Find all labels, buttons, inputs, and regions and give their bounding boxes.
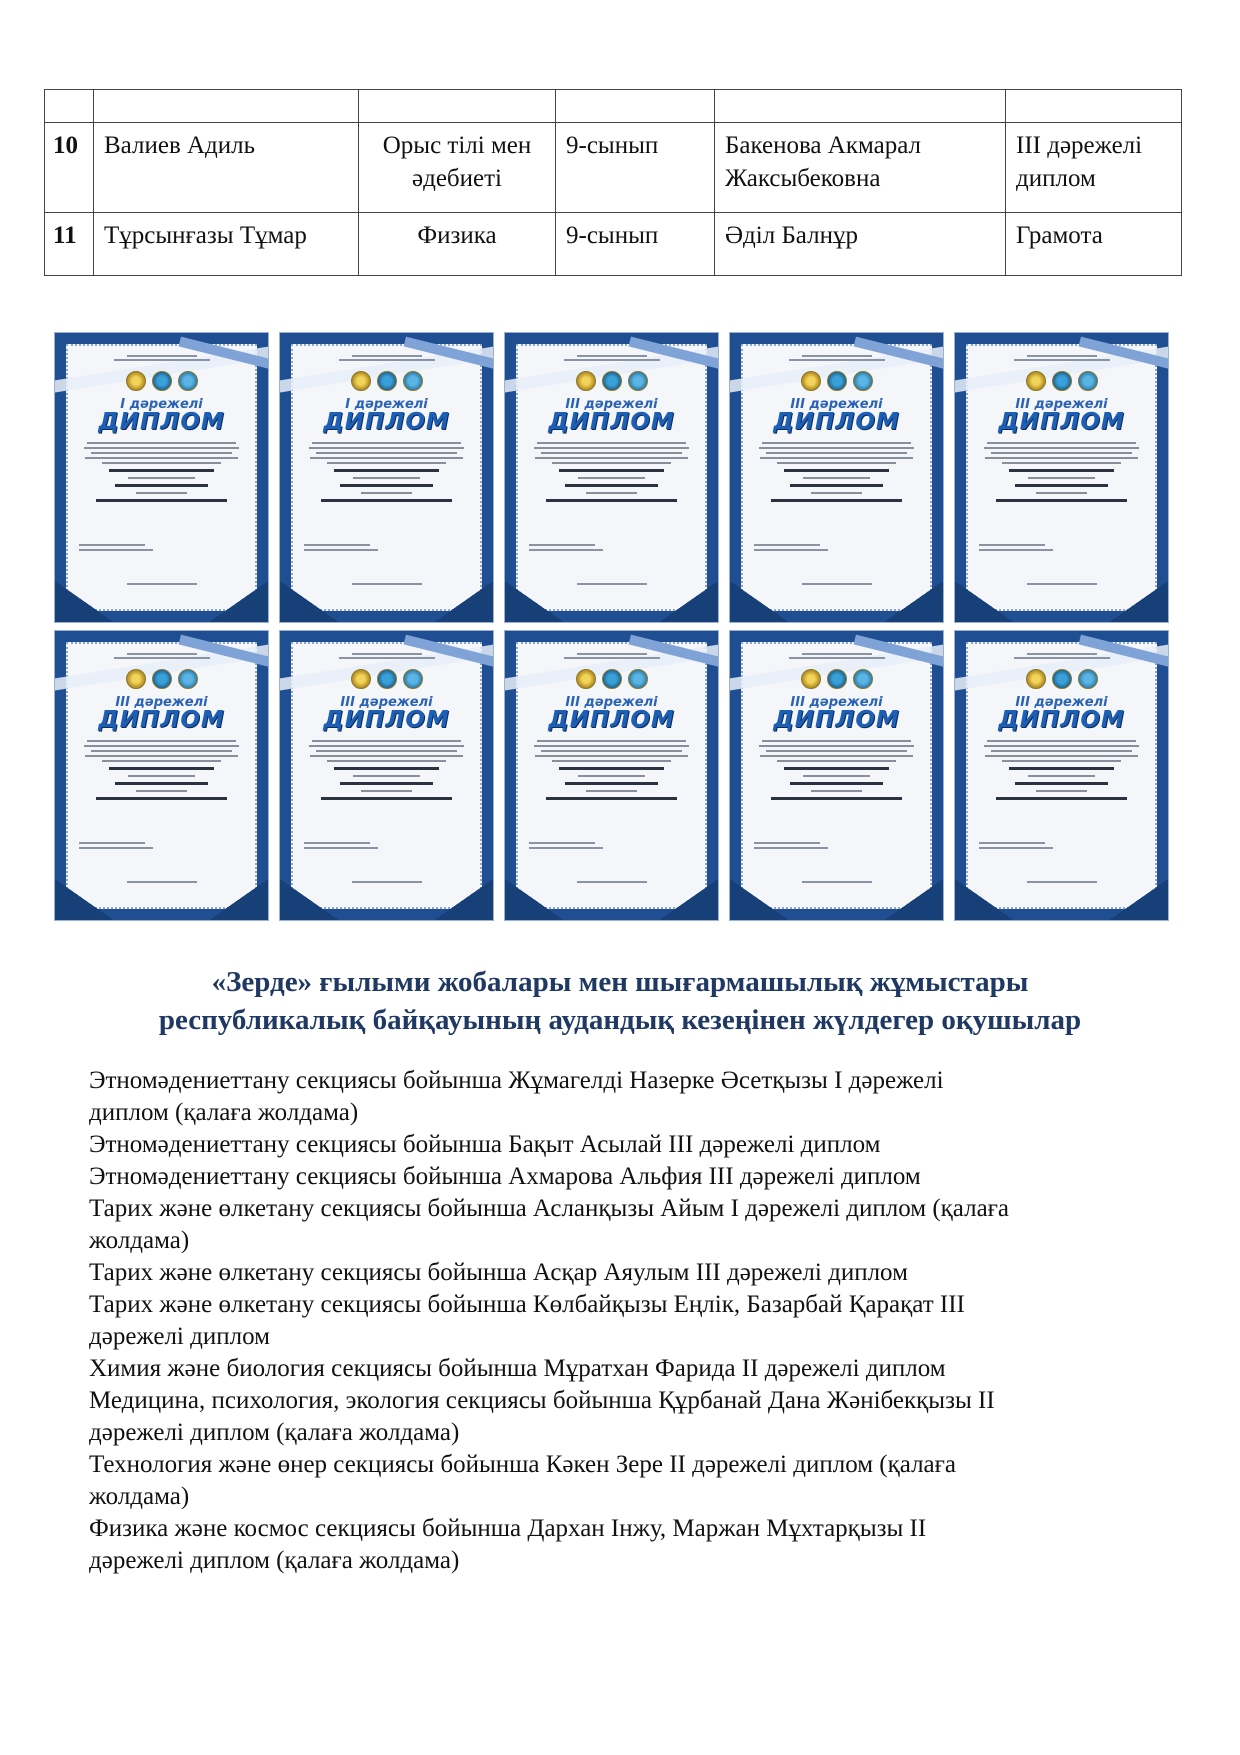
emblems [55,669,268,691]
school-emblem-icon [126,669,146,689]
diploma-degree: I дәрежелі [345,397,428,412]
diploma-degree: III дәрежелі [565,397,658,412]
district-emblem-icon [602,371,622,391]
emblems [280,371,493,393]
kazakhstan-emblem-icon [853,371,873,391]
list-item-line: Химия және биология секциясы бойынша Мұратхан Фарида ІІ дәрежелі диплом [89,1355,946,1382]
district-emblem-icon [1052,669,1072,689]
cell-num [45,90,94,123]
list-item [89,1129,1169,1161]
emblems [505,371,718,393]
diploma-title: ДИПЛОМ [773,707,900,733]
kazakhstan-emblem-icon [628,371,648,391]
kazakhstan-emblem-icon [1078,669,1098,689]
district-emblem-icon [152,669,172,689]
diploma-title: ДИПЛОМ [98,409,225,435]
diploma-degree: III дәрежелі [790,397,883,412]
cell-teacher [715,90,1006,123]
cell-name [94,90,359,123]
diploma-image [730,631,943,920]
district-emblem-icon [377,669,397,689]
school-emblem-icon [576,669,596,689]
list-item-line: жолдама) [89,1227,190,1254]
district-emblem-icon [602,669,622,689]
district-emblem-icon [152,371,172,391]
diploma-image [55,333,268,622]
list-item-line: дәрежелі диплом (қалаға жолдама) [89,1419,460,1446]
list-item [89,1193,1169,1257]
emblems [730,371,943,393]
table-row [45,90,1182,123]
list-item-line: Физика және космос секциясы бойынша Дархан Інжу, Маржан Мұхтарқызы ІІ [89,1515,927,1542]
heading-line-1: «Зерде» ғылыми жобалары мен шығармашылық жұмыстары [211,966,1029,998]
emblems [280,669,493,691]
diploma-title: ДИПЛОМ [998,409,1125,435]
diploma-title: ДИПЛОМ [773,409,900,435]
cell-grade [556,90,715,123]
school-emblem-icon [126,371,146,391]
kazakhstan-emblem-icon [628,669,648,689]
kazakhstan-emblem-icon [178,371,198,391]
cell-num: 10 [45,123,94,213]
kazakhstan-emblem-icon [853,669,873,689]
diploma-image [955,333,1168,622]
diploma-title: ДИПЛОМ [998,707,1125,733]
school-emblem-icon [1026,371,1046,391]
cell-subject: Орыс тілі мен әдебиеті [359,123,556,213]
list-item [89,1289,1169,1353]
list-item-line: Тарих және өлкетану секциясы бойынша Асланқызы Айым І дәрежелі диплом (қалаға [89,1195,1010,1222]
table-row [45,123,1182,213]
list-item [89,1257,1169,1289]
school-emblem-icon [801,371,821,391]
cell-award [1006,90,1182,123]
kazakhstan-emblem-icon [403,669,423,689]
diploma-image [730,333,943,622]
section-heading [40,963,1200,1039]
cell-grade: 9-сынып [556,123,715,213]
diploma-degree: III дәрежелі [1015,695,1108,710]
kazakhstan-emblem-icon [1078,371,1098,391]
kazakhstan-emblem-icon [178,669,198,689]
list-item-line: Технология және өнер секциясы бойынша Кәкен Зере ІІ дәрежелі диплом (қалаға [89,1451,956,1478]
diploma-title: ДИПЛОМ [548,409,675,435]
cell-grade: 9-сынып [556,213,715,276]
list-item [89,1353,1169,1385]
list-item [89,1065,1169,1129]
list-item [89,1385,1169,1449]
list-item-line: Этномәдениеттану секциясы бойынша Ахмарова Альфия ІІІ дәрежелі диплом [89,1163,921,1190]
district-emblem-icon [827,669,847,689]
emblems [955,371,1168,393]
diploma-degree: III дәрежелі [115,695,208,710]
list-item [89,1161,1169,1193]
district-emblem-icon [1052,371,1072,391]
cell-subject [359,90,556,123]
cell-name: Тұрсынғазы Тұмар [94,213,359,276]
list-item [89,1513,1169,1577]
winners-list [89,1065,1169,1577]
list-item-line: жолдама) [89,1483,190,1510]
cell-teacher: Әділ Балнұр [715,213,1006,276]
school-emblem-icon [1026,669,1046,689]
diploma-title: ДИПЛОМ [98,707,225,733]
district-emblem-icon [827,371,847,391]
school-emblem-icon [351,371,371,391]
cell-subject: Физика [359,213,556,276]
emblems [955,669,1168,691]
district-emblem-icon [377,371,397,391]
emblems [55,371,268,393]
school-emblem-icon [576,371,596,391]
list-item-line: Тарих және өлкетану секциясы бойынша Асқар Аяулым ІІІ дәрежелі диплом [89,1259,908,1286]
list-item-line: Тарих және өлкетану секциясы бойынша Көлбайқызы Еңлік, Базарбай Қарақат ІІІ [89,1291,965,1318]
list-item-line: диплом (қалаға жолдама) [89,1099,359,1126]
diploma-degree: III дәрежелі [565,695,658,710]
list-item-line: Медицина, психология, экология секциясы бойынша Құрбанай Дана Жәнібекқызы ІІ [89,1387,995,1414]
diploma-degree: I дәрежелі [120,397,203,412]
list-item [89,1449,1169,1513]
list-item-line: Этномәдениеттану секциясы бойынша Жұмагелді Назерке Әсетқызы І дәрежелі [89,1067,944,1094]
diploma-image [505,333,718,622]
diploma-degree: III дәрежелі [790,695,883,710]
diploma-gallery [55,333,1183,929]
table-row [45,213,1182,276]
diploma-degree: III дәрежелі [340,695,433,710]
diploma-title: ДИПЛОМ [548,707,675,733]
emblems [730,669,943,691]
diploma-title: ДИПЛОМ [323,409,450,435]
list-item-line: Этномәдениеттану секциясы бойынша Бақыт Асылай ІІІ дәрежелі диплом [89,1131,881,1158]
school-emblem-icon [801,669,821,689]
heading-line-2: республикалық байқауының аудандық кезеңінен жүлдегер оқушылар [158,1004,1082,1036]
kazakhstan-emblem-icon [403,371,423,391]
cell-num: 11 [45,213,94,276]
diploma-image [280,333,493,622]
list-item-line: дәрежелі диплом [89,1323,270,1350]
school-emblem-icon [351,669,371,689]
diploma-image [505,631,718,920]
diploma-degree: III дәрежелі [1015,397,1108,412]
diploma-image [280,631,493,920]
diploma-image [955,631,1168,920]
cell-teacher: Бакенова Акмарал Жаксыбековна [715,123,1006,213]
diploma-image [55,631,268,920]
emblems [505,669,718,691]
cell-award: Грамота [1006,213,1182,276]
diploma-title: ДИПЛОМ [323,707,450,733]
cell-name: Валиев Адиль [94,123,359,213]
results-table [44,89,1182,276]
list-item-line: дәрежелі диплом (қалаға жолдама) [89,1547,460,1574]
cell-award: III дәрежелі диплом [1006,123,1182,213]
